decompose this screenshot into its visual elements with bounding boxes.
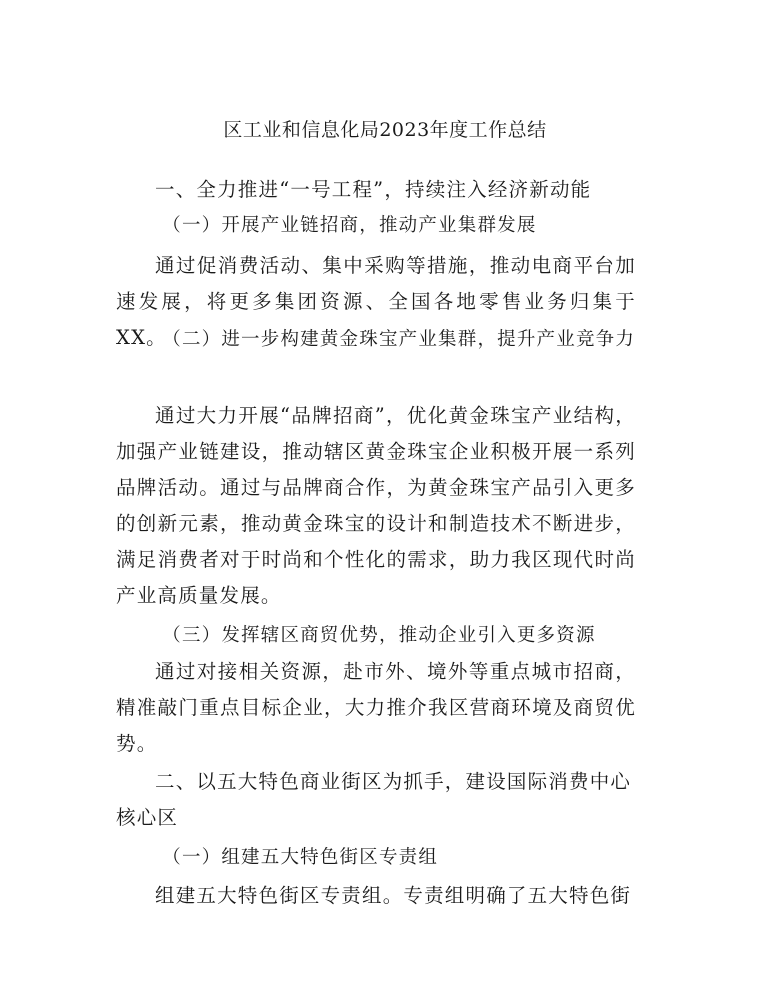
section-heading-2: 二、以五大特色商业街区为抓手，建设国际消费中心核心区 [116, 770, 632, 829]
paragraph-2: 通过大力开展“品牌招商”，优化黄金珠宝产业结构，加强产业链建设，推动辖区黄金珠宝企业积极开展一系列品牌活动。通过与品牌商合作，为黄金珠宝产品引入更多的创新元素，推动黄金珠宝的设计和制造技术不断进步，满足消费者对于时尚和个性化的需求，助力我区现代时尚产业高质量发展。 [116, 404, 636, 607]
document-title: 区工业和信息化局2023年度工作总结 [223, 119, 547, 141]
paragraph-4: 组建五大特色街区专责组。专责组明确了五大特色街 [155, 884, 632, 907]
section-heading-1: 一、全力推进“一号工程”，持续注入经济新动能 [155, 178, 592, 201]
subsection-heading-1-3: （三）发挥辖区商贸优势，推动企业引入更多资源 [162, 625, 596, 646]
paragraph-1: 通过促消费活动、集中采购等措施，推动电商平台加速发展，将更多集团资源、全国各地零售业务归集于XX。 [116, 254, 636, 349]
subsection-heading-1-1: （一）开展产业链招商，推动产业集群发展 [162, 215, 537, 236]
paragraph-3: 通过对接相关资源，赴市外、境外等重点城市招商，精准敲门重点目标企业，大力推介我区营商环境及商贸优势。 [116, 660, 636, 755]
subsection-heading-1-2: （二）进一步构建黄金珠宝产业集群，提升产业竞争力 [162, 329, 636, 350]
subsection-heading-2-1: （一）组建五大特色街区专责组 [162, 847, 439, 868]
